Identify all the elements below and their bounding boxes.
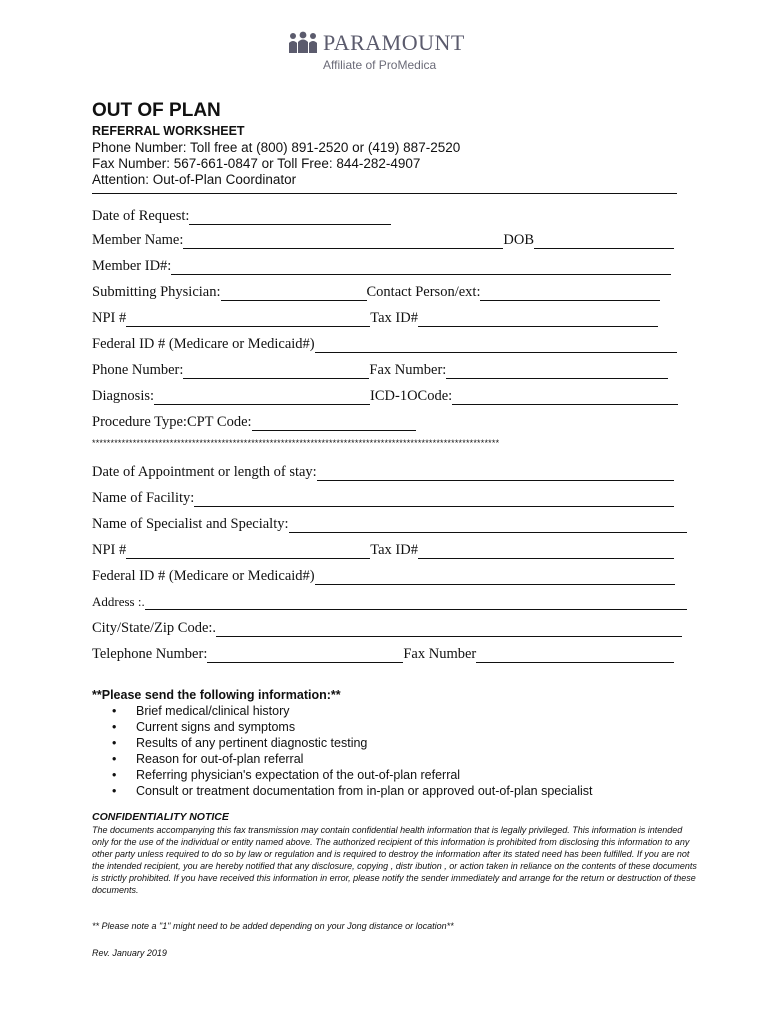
icd10-label: ICD-1OCode: — [370, 388, 453, 404]
diagnosis-row — [92, 388, 678, 405]
telephone-row — [92, 646, 674, 663]
date-of-request-field[interactable] — [189, 210, 391, 225]
phone-fax-row — [92, 362, 668, 379]
procedure-label: Procedure Type:CPT Code: — [92, 414, 252, 430]
contact-person-label: Contact Person/ext: — [366, 284, 481, 300]
list-item: • Brief medical/clinical history — [112, 704, 290, 718]
facility-fax-label: Fax Number — [403, 646, 477, 662]
submitting-physician-field[interactable] — [221, 286, 367, 301]
facility-federal-id-field[interactable] — [315, 570, 675, 585]
city-state-zip-field[interactable] — [216, 622, 682, 637]
phone-number-label: Phone Number: — [92, 362, 184, 378]
date-of-request-row — [92, 208, 391, 225]
telephone-label: Telephone Number: — [92, 646, 208, 662]
list-item: • Referring physician's expectation of the out-of-plan referral — [112, 768, 461, 782]
federal-id-row — [92, 336, 677, 353]
npi-row — [92, 310, 658, 327]
npi-field[interactable] — [126, 312, 370, 327]
header-divider — [92, 193, 677, 194]
dob-label: DOB — [503, 232, 535, 248]
fax-number-field[interactable] — [446, 364, 668, 379]
npi-label: NPI # — [92, 310, 127, 326]
fax-number-text: Fax Number: 567-661-0847 or Toll Free: 844-282-4907 — [92, 156, 421, 171]
facility-npi-field[interactable] — [126, 544, 370, 559]
diagnosis-label: Diagnosis: — [92, 388, 155, 404]
paramount-logo — [287, 30, 487, 80]
member-name-label: Member Name: — [92, 232, 184, 248]
facility-npi-label: NPI # — [92, 542, 127, 558]
page-subtitle: REFERRAL WORKSHEET — [92, 124, 245, 138]
submitting-physician-row — [92, 284, 660, 301]
list-item: • Results of any pertinent diagnostic testing — [112, 736, 368, 750]
people-logo-icon — [287, 31, 319, 55]
attention-text: Attention: Out-of-Plan Coordinator — [92, 172, 297, 187]
specialist-label: Name of Specialist and Specialty: — [92, 516, 289, 532]
facility-field[interactable] — [194, 492, 674, 507]
specialist-row — [92, 516, 687, 533]
member-id-field[interactable] — [171, 260, 671, 275]
facility-tax-id-label: Tax ID# — [370, 542, 418, 558]
logo-affiliate: Affiliate of ProMedica — [323, 58, 437, 72]
page-title: OUT OF PLAN — [92, 100, 221, 121]
address-field[interactable] — [145, 595, 687, 610]
appointment-field[interactable] — [317, 466, 674, 481]
member-name-field[interactable] — [183, 234, 503, 249]
city-state-zip-row — [92, 620, 682, 637]
date-of-request-label: Date of Request: — [92, 208, 190, 224]
facility-federal-id-label: Federal ID # (Medicare or Medicaid#) — [92, 568, 315, 584]
federal-id-label: Federal ID # (Medicare or Medicaid#) — [92, 336, 315, 352]
list-item: • Reason for out-of-plan referral — [112, 752, 304, 766]
dob-field[interactable] — [534, 234, 674, 249]
telephone-field[interactable] — [207, 648, 403, 663]
list-item: • Current signs and symptoms — [112, 720, 296, 734]
submitting-physician-label: Submitting Physician: — [92, 284, 221, 300]
send-info-list — [112, 703, 593, 799]
tax-id-label: Tax ID# — [370, 310, 418, 326]
facility-npi-row — [92, 542, 674, 559]
section-separator: ************************************************************************************************************** — [92, 438, 500, 448]
federal-id-field[interactable] — [315, 338, 677, 353]
diagnosis-field[interactable] — [154, 390, 370, 405]
send-info-title: **Please send the following information:** — [92, 688, 341, 702]
icd10-field[interactable] — [452, 390, 678, 405]
tax-id-field[interactable] — [418, 312, 658, 327]
appointment-label: Date of Appointment or length of stay: — [92, 464, 317, 480]
phone-number-text: Phone Number: Toll free at (800) 891-2520 or (419) 887-2520 — [92, 140, 461, 155]
confidentiality-title: CONFIDENTIALITY NOTICE — [92, 811, 229, 823]
confidentiality-body: The documents accompanying this fax transmission may contain confidential health information that is legally privileged. This information is intended only for the use of the individual or entity named above. The authorized recipient of this information is prohibited from disclosing this information to any other party unless required to do so by law or regulation and is required to destroy the information after its stated need has been fulfilled. If you are not the intended recipient, you are hereby notified that any disclosure, copying , distr ibution , or action taken in reliance on the contents of these documents is strictly prohibited. If you have received this information in error, please notify the sender immediately and arrange for the return or destruction of these documents. — [92, 825, 697, 895]
appointment-row — [92, 464, 674, 481]
specialist-field[interactable] — [289, 518, 687, 533]
phone-number-field[interactable] — [183, 364, 369, 379]
city-state-zip-label: City/State/Zip Code:. — [92, 620, 217, 636]
logo-name: PARAMOUNT — [323, 30, 465, 55]
contact-person-field[interactable] — [480, 286, 660, 301]
procedure-row — [92, 414, 416, 431]
facility-federal-id-row — [92, 568, 675, 585]
member-id-row — [92, 258, 671, 275]
facility-fax-field[interactable] — [476, 648, 674, 663]
address-label: Address :. — [92, 594, 145, 609]
revision-date: Rev. January 2019 — [92, 948, 167, 958]
member-name-row — [92, 232, 674, 249]
list-item: • Consult or treatment documentation from in-plan or approved out-of-plan specialist — [112, 784, 593, 798]
facility-tax-id-field[interactable] — [418, 544, 674, 559]
procedure-field[interactable] — [252, 416, 416, 431]
facility-row — [92, 490, 674, 507]
address-row — [92, 594, 687, 610]
fax-number-label: Fax Number: — [369, 362, 447, 378]
footer-note: ** Please note a "1" might need to be added depending on your Jong distance or location** — [92, 921, 454, 931]
member-id-label: Member ID#: — [92, 258, 172, 274]
facility-label: Name of Facility: — [92, 490, 195, 506]
